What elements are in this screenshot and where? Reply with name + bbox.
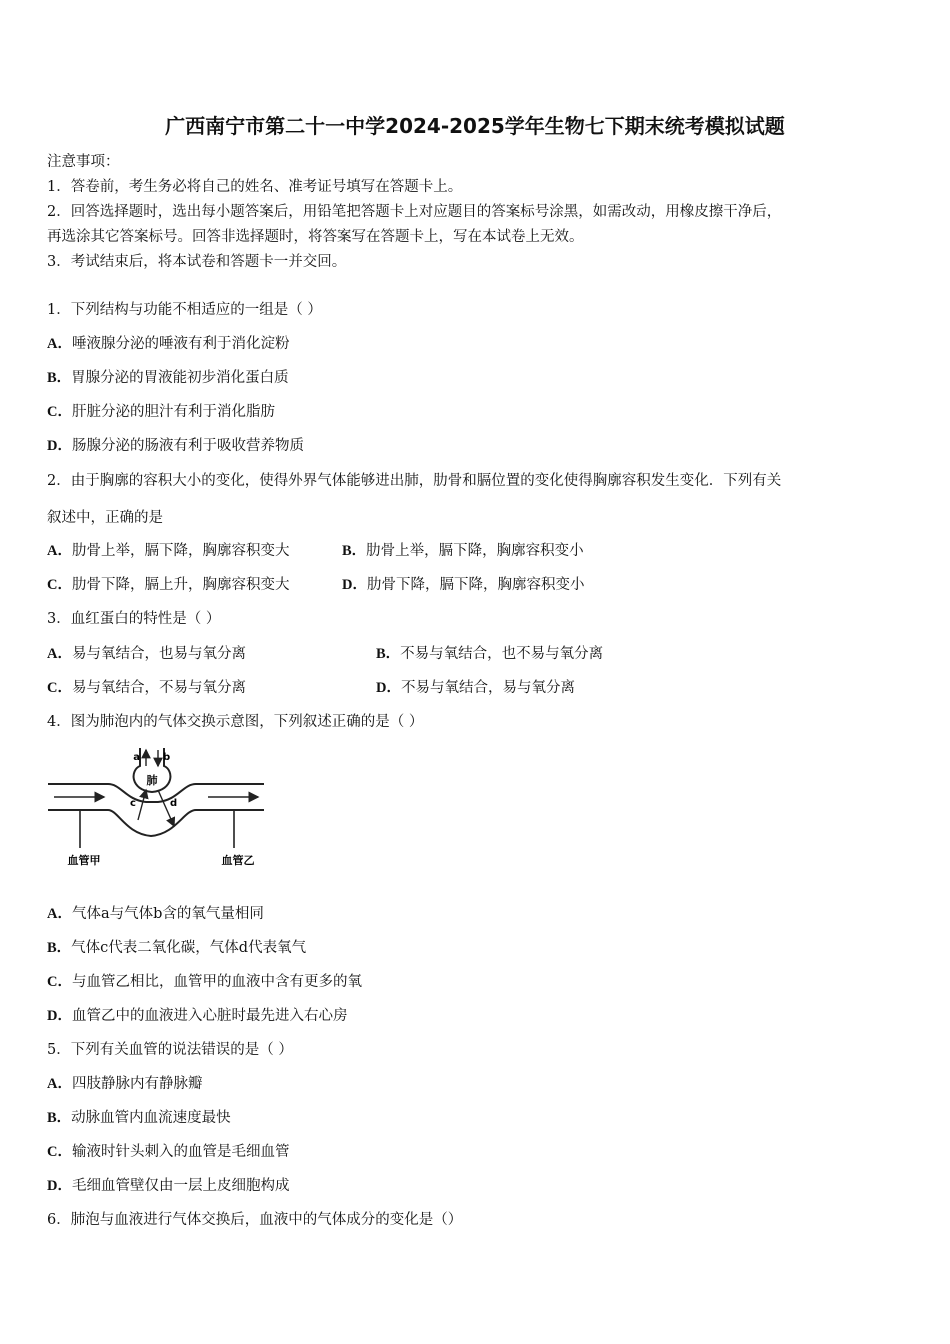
q5-option-b[interactable]	[47, 1108, 231, 1128]
option-text: 四肢静脉内有静脉瓣	[71, 1076, 203, 1092]
q2-stem-line-2: 叙述中，正确的是	[47, 510, 163, 526]
notice-item-1: 1．答卷前，考生务必将自己的姓名、准考证号填写在答题卡上。	[47, 179, 463, 195]
q5-option-d[interactable]	[47, 1176, 289, 1196]
label-vessel-2: 血管乙	[221, 854, 255, 867]
q2-option-a[interactable]	[47, 541, 289, 561]
q3-option-a[interactable]	[47, 644, 246, 664]
q1-option-b[interactable]	[47, 368, 289, 388]
q6-stem: 6．肺泡与血液进行气体交换后，血液中的气体成分的变化是（）	[47, 1212, 463, 1228]
option-letter: C．	[47, 1144, 72, 1160]
label-b: b	[163, 752, 171, 763]
q3-option-b[interactable]	[376, 644, 603, 664]
q4-option-d[interactable]	[47, 1006, 347, 1026]
option-letter: A．	[47, 336, 72, 352]
option-text: 易与氧结合，也易与氧分离	[71, 646, 246, 662]
notice-item-3: 3．考试结束后，将本试卷和答题卡一并交回。	[47, 254, 347, 270]
option-letter: A．	[47, 906, 72, 922]
option-text: 肋骨上举，膈下降，胸廓容积变大	[71, 543, 290, 559]
q4-option-b[interactable]	[47, 938, 306, 958]
option-text: 肋骨上举，膈下降，胸廓容积变小	[366, 543, 584, 559]
option-text: 气体c代表二氧化碳，气体d代表氧气	[71, 940, 307, 956]
q5-option-c[interactable]	[47, 1142, 289, 1162]
option-letter: D．	[376, 680, 401, 696]
option-letter: A．	[47, 543, 72, 559]
option-letter: B．	[47, 940, 72, 956]
option-letter: D．	[342, 577, 367, 593]
q2-stem-line-1: 2．由于胸廓的容积大小的变化，使得外界气体能够进出肺，肋骨和膈位置的变化使得胸廓容积发生变化．下列有关	[47, 473, 782, 489]
option-letter: D．	[47, 438, 72, 454]
label-vessel-1: 血管甲	[67, 854, 101, 867]
option-letter: C．	[47, 577, 72, 593]
option-text: 血管乙中的血液进入心脏时最先进入右心房	[71, 1008, 348, 1024]
option-letter: A．	[47, 1076, 72, 1092]
q5-option-a[interactable]	[47, 1074, 202, 1094]
option-text: 肝脏分泌的胆汁有利于消化脂肪	[71, 404, 275, 420]
notice-item-2-cont: 再选涂其它答案标号。回答非选择题时，将答案写在答题卡上，写在本试卷上无效。	[47, 229, 584, 245]
q1-option-a[interactable]	[47, 334, 289, 354]
q2-option-d[interactable]	[342, 575, 584, 595]
option-letter: B．	[342, 543, 367, 559]
q1-option-c[interactable]	[47, 402, 275, 422]
option-text: 肋骨下降，膈下降，胸廓容积变小	[366, 577, 585, 593]
q2-option-b[interactable]	[342, 541, 584, 561]
q1-option-d[interactable]	[47, 436, 304, 456]
option-text: 不易与氧结合，也不易与氧分离	[400, 646, 604, 662]
label-lung: 肺	[146, 774, 158, 787]
label-c: c	[130, 798, 136, 809]
alveolus-gas-exchange-diagram	[46, 744, 276, 874]
q3-option-d[interactable]	[376, 678, 575, 698]
q1-stem: 1．下列结构与功能不相适应的一组是（ ）	[47, 302, 322, 318]
q4-stem: 4．图为肺泡内的气体交换示意图，下列叙述正确的是（ ）	[47, 714, 424, 730]
option-text: 输液时针头刺入的血管是毛细血管	[71, 1144, 290, 1160]
option-text: 肠腺分泌的肠液有利于吸收营养物质	[71, 438, 304, 454]
option-text: 气体a与气体b含的氧气量相同	[71, 906, 264, 922]
option-text: 肋骨下降，膈上升，胸廓容积变大	[71, 577, 290, 593]
option-letter: C．	[47, 404, 72, 420]
q3-option-c[interactable]	[47, 678, 246, 698]
option-text: 不易与氧结合，易与氧分离	[400, 680, 575, 696]
option-letter: B．	[47, 370, 72, 386]
option-text: 唾液腺分泌的唾液有利于消化淀粉	[71, 336, 290, 352]
q5-stem: 5．下列有关血管的说法错误的是（ ）	[47, 1042, 293, 1058]
option-text: 与血管乙相比，血管甲的血液中含有更多的氧	[71, 974, 362, 990]
option-letter: A．	[47, 646, 72, 662]
q2-option-c[interactable]	[47, 575, 289, 595]
gas-c-arrow	[138, 790, 146, 820]
option-text: 毛细血管壁仅由一层上皮细胞构成	[71, 1178, 290, 1194]
option-text: 易与氧结合，不易与氧分离	[71, 680, 246, 696]
option-letter: D．	[47, 1178, 72, 1194]
q4-option-a[interactable]	[47, 904, 264, 924]
option-letter: B．	[376, 646, 401, 662]
option-letter: C．	[47, 974, 72, 990]
notice-item-2: 2．回答选择题时，选出每小题答案后，用铅笔把答题卡上对应题目的答案标号涂黑，如需改动，用橡皮擦干净后，	[47, 204, 782, 220]
option-letter: D．	[47, 1008, 72, 1024]
option-letter: C．	[47, 680, 72, 696]
label-a: a	[133, 752, 140, 763]
q4-option-c[interactable]	[47, 972, 362, 992]
page-title: 广西南宁市第二十一中学2024-2025学年生物七下期末统考模拟试题	[165, 114, 785, 138]
option-text: 胃腺分泌的胃液能初步消化蛋白质	[71, 370, 289, 386]
option-letter: B．	[47, 1110, 72, 1126]
label-d: d	[170, 798, 178, 809]
option-text: 动脉血管内血流速度最快	[71, 1110, 231, 1126]
notice-heading: 注意事项：	[47, 154, 120, 170]
q3-stem: 3．血红蛋白的特性是（ ）	[47, 611, 221, 627]
